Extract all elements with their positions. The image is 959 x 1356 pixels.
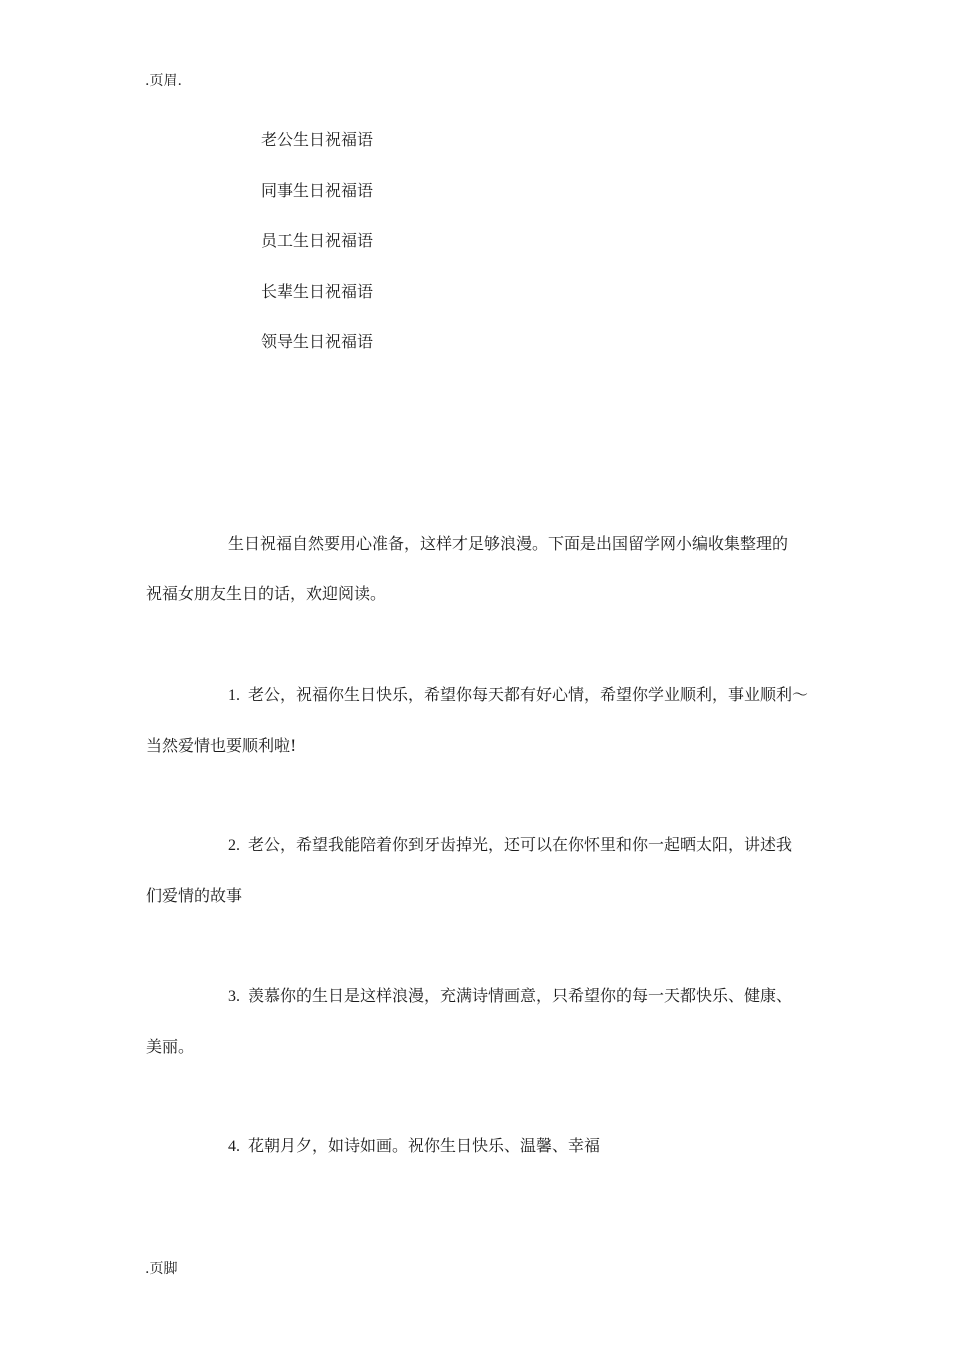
wish-line — [228, 1134, 600, 1159]
wish-number: 1. — [228, 687, 240, 704]
toc-item: 同事生日祝福语 — [261, 180, 374, 200]
wish-number: 4. — [228, 1138, 240, 1155]
page-footer: .页脚 — [145, 1261, 178, 1277]
wish-line-2: 美丽。 — [146, 1037, 195, 1056]
intro-line-2: 祝福女朋友生日的话，欢迎阅读。 — [146, 584, 387, 603]
wish-line — [228, 683, 808, 708]
wish-text: 羡慕你的生日是这样浪漫，充满诗情画意，只希望你的每一天都快乐、健康、 — [248, 986, 793, 1005]
page-header: .页眉. — [145, 73, 182, 89]
intro-line-1: 生日祝福自然要用心准备，这样才足够浪漫。下面是出国留学网小编收集整理的 — [228, 534, 789, 553]
wish-number: 2. — [228, 837, 240, 854]
toc-item: 长辈生日祝福语 — [261, 281, 374, 301]
toc-item: 领导生日祝福语 — [261, 332, 374, 351]
wish-line-2: 们爱情的故事 — [146, 886, 243, 905]
wish-text: 老公，祝福你生日快乐，希望你每天都有好心情，希望你学业顺利，事业顺利～ — [248, 685, 809, 704]
wish-text: 老公，希望我能陪着你到牙齿掉光，还可以在你怀里和你一起晒太阳，讲述我 — [248, 835, 793, 854]
toc-item: 老公生日祝福语 — [261, 130, 374, 149]
wish-line — [228, 833, 792, 858]
wish-number: 3. — [228, 988, 240, 1005]
wish-line — [228, 984, 792, 1009]
table-of-contents — [261, 128, 373, 381]
toc-item: 员工生日祝福语 — [261, 231, 374, 250]
wish-line-2: 当然爱情也要顺利啦! — [146, 736, 297, 755]
wish-text: 花朝月夕，如诗如画。祝你生日快乐、温馨、幸福 — [248, 1136, 601, 1155]
